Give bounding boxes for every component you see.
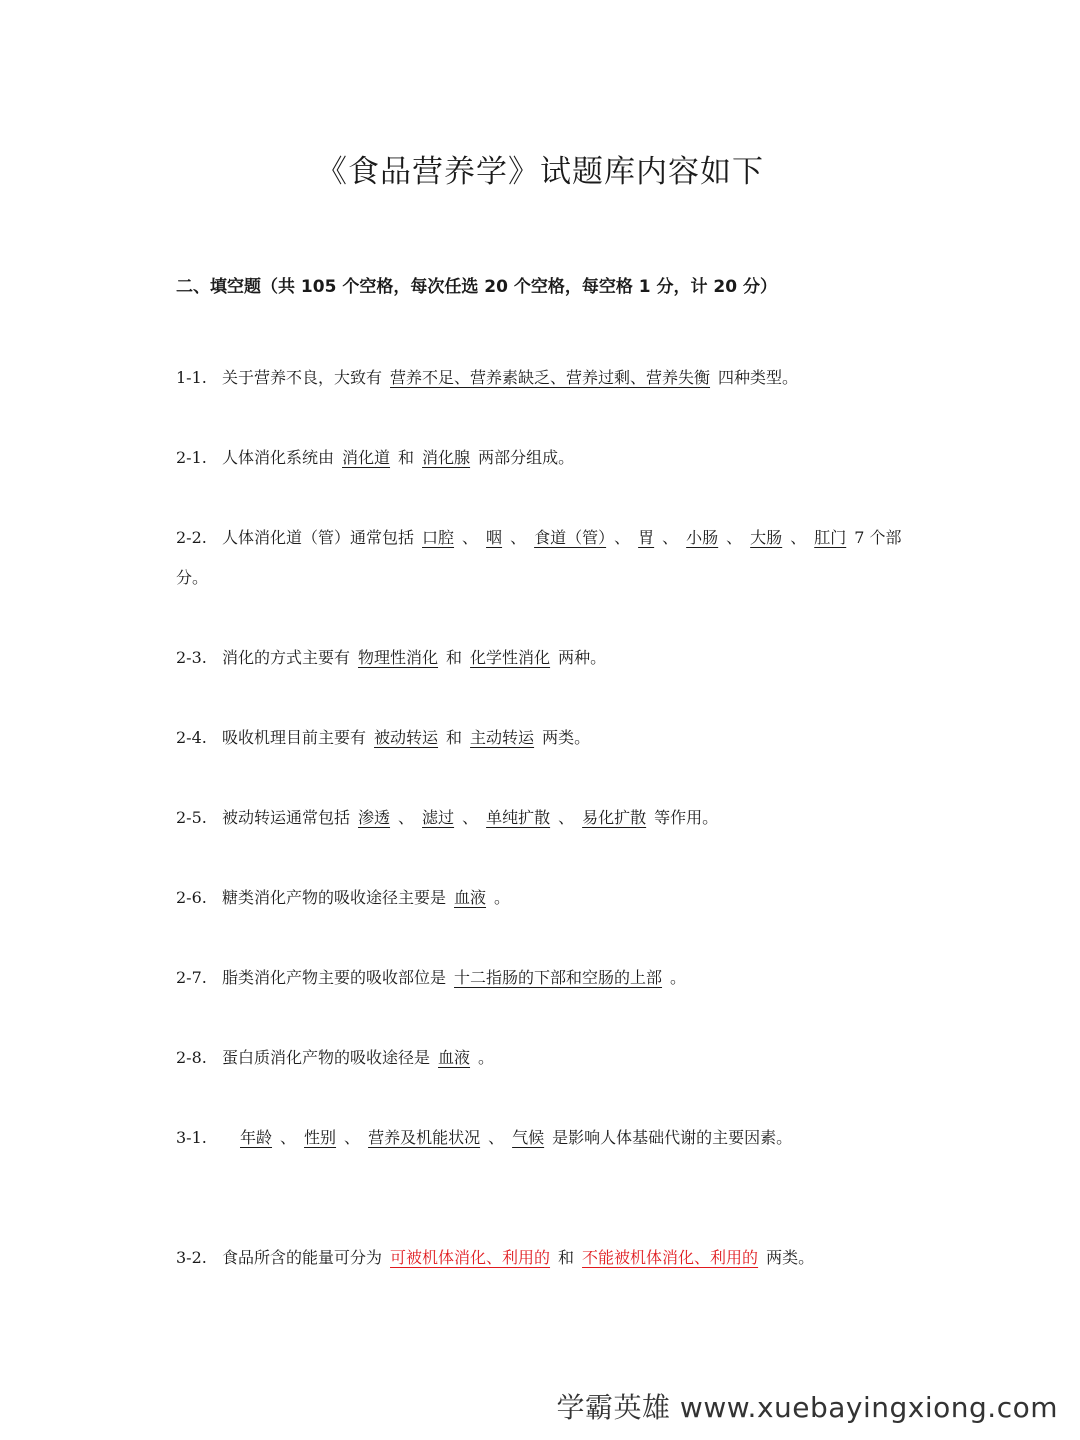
question-text: 两部分组成。 [478,448,575,467]
question-text: 、 [280,1128,297,1147]
question-text: 和 [446,728,463,747]
question-number: 2-5. [176,808,207,827]
question-text: 是影响人体基础代谢的主要因素。 [552,1128,793,1147]
question-2-4 [176,718,910,758]
question-text: 、 [558,808,575,827]
question-2-7 [176,958,910,998]
question-2-3 [176,638,910,678]
answer-blank: 物理性消化 [358,648,439,667]
question-number: 2-6. [176,888,207,907]
question-number: 3-1. [176,1128,207,1147]
question-2-1 [176,438,910,478]
question-text: 和 [398,448,415,467]
question-text: 、 [614,528,631,547]
question-number: 2-3. [176,648,207,667]
answer-blank: 血液 [454,888,487,907]
answer-blank: 滤过 [422,808,455,827]
question-text: 蛋白质消化产物的吸收途径是 [222,1048,431,1067]
answer-blank: 口腔 [422,528,455,547]
question-text: 两类。 [542,728,591,747]
question-number: 3-2. [176,1248,207,1267]
answer-blank: 气候 [512,1128,545,1147]
question-text: 和 [558,1248,575,1267]
question-text: 、 [488,1128,505,1147]
answer-blank: 性别 [304,1128,337,1147]
question-1-1 [176,358,910,398]
question-text: 被动转运通常包括 [222,808,351,827]
question-text: 、 [790,528,807,547]
question-text: 人体消化道（管）通常包括 [222,528,415,547]
question-text: 脂类消化产物主要的吸收部位是 [222,968,447,987]
question-text: 消化的方式主要有 [222,648,351,667]
question-3-1 [176,1118,910,1158]
question-text: 、 [510,528,527,547]
question-text: 、 [726,528,743,547]
question-text: 、 [462,528,479,547]
answer-blank: 消化腺 [422,448,471,467]
question-text: 和 [446,648,463,667]
question-2-2 [176,518,910,598]
answer-blank: 年龄 [240,1128,273,1147]
question-text: 、 [662,528,679,547]
page-title: 《食品营养学》试题库内容如下 [316,154,764,190]
question-text: 、 [344,1128,361,1147]
question-number: 2-7. [176,968,207,987]
answer-blank: 被动转运 [374,728,439,747]
answer-blank: 小肠 [686,528,719,547]
watermark: 学霸英雄 www.xuebayingxiong.com [556,1391,1058,1424]
question-3-2 [176,1238,910,1278]
question-number: 2-1. [176,448,207,467]
question-text: 关于营养不良，大致有 [222,368,383,387]
question-text: 、 [462,808,479,827]
question-text: 人体消化系统由 [222,448,335,467]
answer-blank: 营养及机能状况 [368,1128,481,1147]
answer-blank: 咽 [486,528,503,547]
question-text: 。 [670,968,687,987]
answer-blank: 食道（管） [534,528,607,547]
question-text: 吸收机理目前主要有 [222,728,367,747]
answer-blank: 化学性消化 [470,648,551,667]
question-number: 2-4. [176,728,207,747]
answer-blank: 渗透 [358,808,391,827]
answer-blank: 不能被机体消化、利用的 [582,1248,759,1267]
question-text: 两种。 [558,648,607,667]
answer-blank: 大肠 [750,528,783,547]
question-text: 食品所含的能量可分为 [222,1248,383,1267]
answer-blank: 十二指肠的下部和空肠的上部 [454,968,663,987]
answer-blank: 肛门 [814,528,847,547]
question-text: 。 [478,1048,495,1067]
question-text: 两类。 [766,1248,815,1267]
answer-blank: 消化道 [342,448,391,467]
question-number: 2-2. [176,528,207,547]
question-text: 。 [494,888,511,907]
question-number: 1-1. [176,368,207,387]
question-number: 2-8. [176,1048,207,1067]
question-text: 糖类消化产物的吸收途径主要是 [222,888,447,907]
question-text: 、 [398,808,415,827]
answer-blank: 可被机体消化、利用的 [390,1248,551,1267]
question-text: 等作用。 [654,808,719,827]
answer-blank: 单纯扩散 [486,808,551,827]
question-text: 7 个部分。 [176,528,902,587]
question-text: 四种类型。 [718,368,799,387]
section-heading: 二、填空题（共 105 个空格，每次任选 20 个空格，每空格 1 分，计 20 分） [176,277,777,297]
answer-blank: 血液 [438,1048,471,1067]
answer-blank: 营养不足、营养素缺乏、营养过剩、营养失衡 [390,368,711,387]
question-2-5 [176,798,910,838]
answer-blank: 主动转运 [470,728,535,747]
question-2-8 [176,1038,910,1078]
question-2-6 [176,878,910,918]
answer-blank: 胃 [638,528,655,547]
answer-blank: 易化扩散 [582,808,647,827]
